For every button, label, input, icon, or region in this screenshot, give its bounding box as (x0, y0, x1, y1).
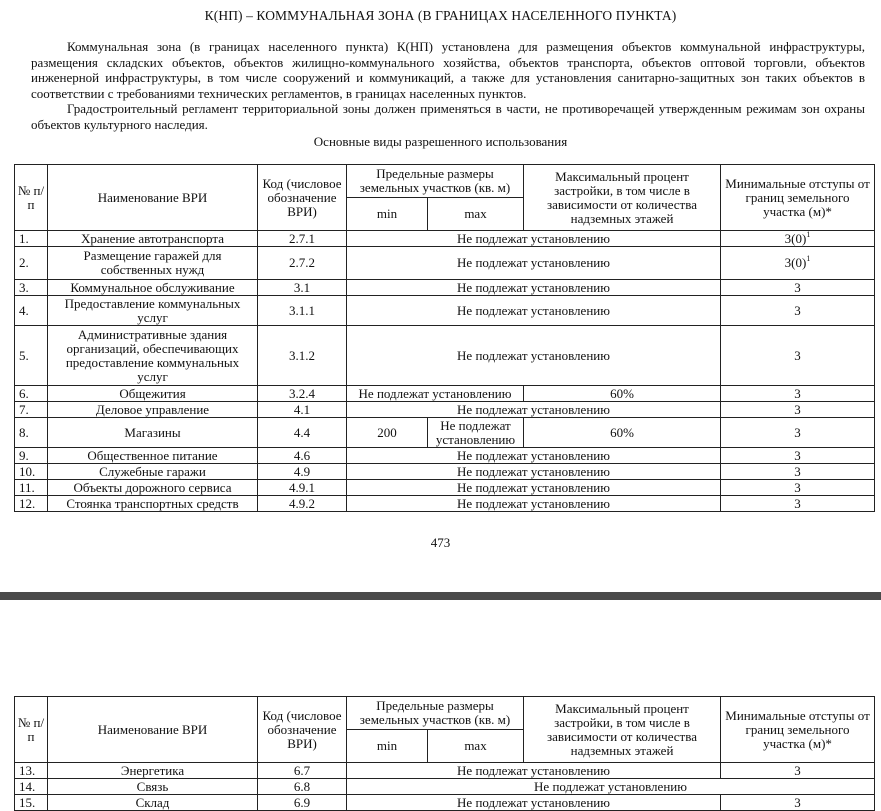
row-vri-name: Административные здания организаций, обеспечивающих предоставление коммунальных услуг (48, 326, 258, 386)
row-vri-code: 4.4 (258, 418, 347, 448)
row-vri-name: Коммунальное обслуживание (48, 280, 258, 296)
row-setback (721, 231, 875, 247)
row-setback (721, 280, 875, 296)
table-caption: Основные виды разрешенного использования (313, 134, 568, 149)
table-row (15, 448, 875, 464)
table-row (15, 480, 875, 496)
row-vri-code: 4.1 (258, 402, 347, 418)
row-vri-name: Деловое управление (48, 402, 258, 418)
page-number: 473 (430, 535, 451, 550)
row-vri-name: Стоянка транспортных средств (48, 496, 258, 512)
header-code: Код (числовое обозначение ВРИ) (258, 697, 347, 763)
table-row (15, 779, 875, 795)
header-num: № п/п (15, 697, 48, 763)
intro-paragraph-1: Коммунальная зона (в границах населенного пункта) К(НП) установлена для размещения объектов коммунальной инфраструктуры, размещения складских объектов, объектов жилищно-коммунального хозяйства, объектов транспорта, объектов оптовой торговли, объектов инженерной инфраструктуры, в том числе сооружений и коммуникаций, а также для установления санитарно-защитных зон таких объектов в соответствии с требованиями технических регламентов, в границах населенных пунктов. (31, 39, 865, 101)
table-row (15, 280, 875, 296)
intro-paragraph-2: Градостроительный регламент территориальной зоны должен применяться в части, не противоречащей утвержденным режимам зон охраны объектов культурного наследия. (31, 101, 865, 132)
setback-value: 3 (794, 447, 801, 463)
header-min: min (347, 198, 428, 231)
row-vri-code: 6.7 (258, 763, 347, 779)
row-vri-name: Общественное питание (48, 448, 258, 464)
row-vri-code: 4.9.1 (258, 480, 347, 496)
permitted-use-table (14, 164, 875, 512)
row-vri-code: 3.1.1 (258, 296, 347, 326)
row-vri-code: 2.7.2 (258, 247, 347, 280)
row-params-not-set: Не подлежат установлению (347, 448, 721, 464)
row-params-not-set: Не подлежат установлению (347, 763, 721, 779)
table-row (15, 464, 875, 480)
table-row (15, 386, 875, 402)
header-setback: Минимальные отступы от границ земельного участка (м)* (721, 165, 875, 231)
row-build-percent: 60% (524, 418, 721, 448)
row-setback (721, 496, 875, 512)
row-vri-name: Магазины (48, 418, 258, 448)
row-setback (721, 402, 875, 418)
table-row (15, 418, 875, 448)
setback-value: 3 (794, 347, 801, 363)
row-params-not-set: Не подлежат установлению (347, 280, 721, 296)
row-setback (721, 418, 875, 448)
row-vri-code: 3.1.2 (258, 326, 347, 386)
row-params-not-set: Не подлежат установлению (347, 326, 721, 386)
row-vri-code: 4.9.2 (258, 496, 347, 512)
header-limits: Предельные размеры земельных участков (кв. м) (347, 697, 524, 730)
setback-value: 3 (794, 302, 801, 318)
row-number: 7. (15, 402, 48, 418)
setback-value: 3 (794, 424, 801, 440)
row-setback (721, 448, 875, 464)
row-setback (721, 480, 875, 496)
row-params-not-set: Не подлежат установлению (347, 402, 721, 418)
row-setback (721, 326, 875, 386)
setback-value: 3 (794, 495, 801, 511)
row-number: 11. (15, 480, 48, 496)
header-name: Наименование ВРИ (48, 697, 258, 763)
row-setback (721, 296, 875, 326)
row-vri-name: Служебные гаражи (48, 464, 258, 480)
setback-value: 3 (794, 794, 801, 810)
row-max-area: Не подлежат установлению (428, 418, 524, 448)
row-number: 12. (15, 496, 48, 512)
row-vri-name: Предоставление коммунальных услуг (48, 296, 258, 326)
row-number: 2. (15, 247, 48, 280)
row-setback (721, 247, 875, 280)
table-row (15, 496, 875, 512)
row-params-not-set: Не подлежат установлению (347, 779, 875, 795)
setback-value: 3(0) (784, 255, 807, 270)
row-params-not-set: Не подлежат установлению (347, 247, 721, 280)
row-vri-name: Размещение гаражей для собственных нужд (48, 247, 258, 280)
row-number: 8. (15, 418, 48, 448)
table-row (15, 231, 875, 247)
row-vri-name: Объекты дорожного сервиса (48, 480, 258, 496)
row-vri-code: 6.9 (258, 795, 347, 811)
row-vri-name: Энергетика (48, 763, 258, 779)
table-row (15, 402, 875, 418)
row-build-percent: 60% (524, 386, 721, 402)
row-number: 15. (15, 795, 48, 811)
header-limits: Предельные размеры земельных участков (кв. м) (347, 165, 524, 198)
table-row (15, 326, 875, 386)
table-row (15, 296, 875, 326)
row-number: 9. (15, 448, 48, 464)
row-params-not-set: Не подлежат установлению (347, 496, 721, 512)
row-vri-name: Общежития (48, 386, 258, 402)
row-vri-name: Хранение автотранспорта (48, 231, 258, 247)
row-vri-name: Связь (48, 779, 258, 795)
row-number: 6. (15, 386, 48, 402)
row-setback (721, 464, 875, 480)
table-row (15, 795, 875, 811)
table-row (15, 247, 875, 280)
row-vri-code: 4.9 (258, 464, 347, 480)
row-vri-code: 3.1 (258, 280, 347, 296)
row-vri-name: Склад (48, 795, 258, 811)
row-vri-code: 2.7.1 (258, 231, 347, 247)
row-setback (721, 763, 875, 779)
permitted-use-table-continued (14, 696, 875, 811)
row-number: 3. (15, 280, 48, 296)
row-params-not-set: Не подлежат установлению (347, 231, 721, 247)
row-number: 1. (15, 231, 48, 247)
setback-value: 3 (794, 479, 801, 495)
row-params-not-set: Не подлежат установлению (347, 480, 721, 496)
row-number: 10. (15, 464, 48, 480)
header-num: № п/п (15, 165, 48, 231)
page-divider (0, 592, 881, 600)
header-percent: Максимальный процент застройки, в том числе в зависимости от количества надземных этажей (524, 165, 721, 231)
setback-value: 3 (794, 385, 801, 401)
row-min-area: 200 (347, 418, 428, 448)
header-min: min (347, 730, 428, 763)
header-percent: Максимальный процент застройки, в том числе в зависимости от количества надземных этажей (524, 697, 721, 763)
header-setback: Минимальные отступы от границ земельного участка (м)* (721, 697, 875, 763)
row-params-not-set: Не подлежат установлению (347, 795, 721, 811)
row-number: 14. (15, 779, 48, 795)
row-vri-code: 6.8 (258, 779, 347, 795)
row-params-not-set: Не подлежат установлению (347, 464, 721, 480)
footnote-mark: 1 (806, 254, 811, 263)
header-code: Код (числовое обозначение ВРИ) (258, 165, 347, 231)
row-limits-not-set: Не подлежат установлению (347, 386, 524, 402)
setback-value: 3 (794, 762, 801, 778)
zone-title: К(НП) – КОММУНАЛЬНАЯ ЗОНА (В ГРАНИЦАХ НАСЕЛЕННОГО ПУНКТА) (204, 8, 677, 23)
row-params-not-set: Не подлежат установлению (347, 296, 721, 326)
header-max: max (428, 198, 524, 231)
row-setback (721, 386, 875, 402)
row-setback (721, 795, 875, 811)
setback-value: 3 (794, 279, 801, 295)
setback-value: 3 (794, 401, 801, 417)
row-vri-code: 3.2.4 (258, 386, 347, 402)
row-vri-code: 4.6 (258, 448, 347, 464)
setback-value: 3 (794, 463, 801, 479)
row-number: 4. (15, 296, 48, 326)
table-row (15, 763, 875, 779)
row-number: 5. (15, 326, 48, 386)
header-name: Наименование ВРИ (48, 165, 258, 231)
footnote-mark: 1 (806, 230, 811, 239)
intro-text (31, 39, 865, 133)
header-max: max (428, 730, 524, 763)
row-number: 13. (15, 763, 48, 779)
setback-value: 3(0) (784, 230, 807, 246)
